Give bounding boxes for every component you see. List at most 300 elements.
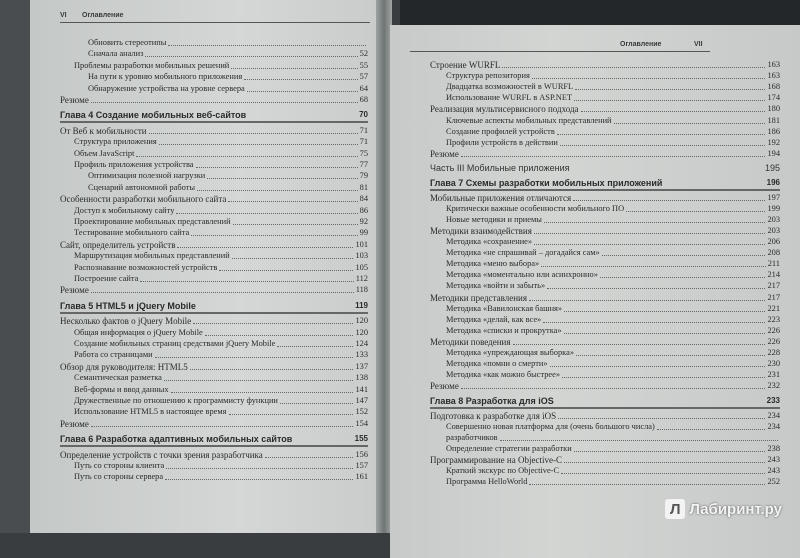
toc-entry-title: Определение устройств с точки зрения разработчика bbox=[60, 449, 263, 460]
left-header-rule bbox=[60, 22, 370, 23]
toc-chapter bbox=[430, 177, 780, 188]
toc-entry-page: 120 bbox=[355, 316, 368, 326]
toc-entry bbox=[430, 380, 780, 391]
toc-entry-page: 86 bbox=[359, 205, 368, 215]
left-page-header-title: Оглавление bbox=[82, 12, 124, 19]
toc-entry-page: 124 bbox=[355, 339, 368, 348]
toc-entry-page: 92 bbox=[359, 217, 368, 226]
toc-entry-page: 137 bbox=[355, 361, 368, 371]
dot-leader bbox=[165, 479, 353, 480]
dot-leader bbox=[561, 473, 765, 474]
toc-entry-title: Оптимизация полезной нагрузки bbox=[88, 171, 206, 181]
dot-leader bbox=[205, 335, 354, 336]
toc-entry-page: 234 bbox=[767, 410, 780, 420]
toc-entry bbox=[74, 327, 368, 338]
toc-entry-page: 105 bbox=[355, 262, 368, 272]
toc-entry bbox=[430, 292, 780, 303]
toc-entry-page: 228 bbox=[767, 348, 780, 357]
toc-entry-page: 180 bbox=[767, 104, 780, 114]
dot-leader bbox=[573, 200, 765, 201]
toc-entry bbox=[446, 476, 780, 487]
toc-entry bbox=[446, 443, 780, 454]
watermark-text: Лабиринт.ру bbox=[689, 500, 782, 518]
toc-entry bbox=[446, 269, 780, 280]
dot-leader bbox=[233, 224, 358, 225]
toc-entry-title: Методика «Вавилонская башня» bbox=[446, 303, 563, 313]
toc-entry-page: 52 bbox=[359, 49, 368, 59]
toc-entry-title: Обновить стереотипы bbox=[88, 38, 167, 47]
dot-leader bbox=[196, 167, 358, 168]
toc-entry-title: Глава 6 Разработка адаптивных мобильных сайтов bbox=[60, 434, 293, 445]
toc-entry-title: Обзор для руководителя: HTML5 bbox=[60, 361, 188, 372]
dot-leader bbox=[502, 67, 765, 68]
toc-entry-page: 81 bbox=[359, 182, 368, 192]
toc-entry-title: Проблемы разработки мобильных решений bbox=[74, 60, 230, 70]
toc-entry bbox=[446, 203, 780, 214]
toc-entry-page: 118 bbox=[355, 285, 368, 295]
dot-leader bbox=[513, 344, 766, 345]
dot-leader bbox=[562, 377, 765, 378]
dot-leader bbox=[247, 91, 358, 92]
dot-leader bbox=[232, 258, 354, 259]
toc-entry bbox=[60, 239, 368, 250]
dot-leader bbox=[560, 145, 766, 146]
toc-chapter bbox=[60, 109, 368, 120]
toc-entry bbox=[430, 192, 780, 203]
left-page bbox=[30, 0, 380, 533]
toc-entry bbox=[74, 273, 368, 284]
dot-leader bbox=[164, 380, 354, 381]
toc-chapter bbox=[430, 395, 780, 406]
toc-entry-page: 163 bbox=[767, 60, 780, 69]
dot-leader bbox=[191, 235, 357, 236]
toc-entry-title: Двадцатка возможностей в WURFL bbox=[446, 82, 574, 92]
toc-entry-page: 217 bbox=[767, 281, 780, 291]
toc-entry-page: 55 bbox=[359, 60, 368, 70]
toc-entry bbox=[60, 449, 368, 460]
dot-leader bbox=[564, 311, 765, 312]
toc-entry-title: Совершенно новая платформа для (очень большого числа) bbox=[446, 421, 655, 431]
right-page bbox=[390, 25, 800, 558]
toc-entry-title: Построение сайта bbox=[74, 274, 139, 283]
toc-entry bbox=[430, 410, 780, 421]
toc-entry bbox=[74, 227, 368, 238]
toc-entry bbox=[60, 315, 368, 326]
dot-leader bbox=[280, 403, 354, 404]
toc-entry bbox=[74, 471, 368, 482]
chapter-rule bbox=[60, 445, 368, 447]
toc-entry-title: Использование WURFL в ASP.NET bbox=[446, 93, 573, 103]
dot-leader bbox=[197, 190, 358, 191]
dot-leader bbox=[207, 178, 357, 179]
toc-entry-title: Методика «как можно быстрее» bbox=[446, 370, 561, 380]
toc-entry-title: Резюме bbox=[60, 285, 89, 296]
dot-leader bbox=[228, 201, 357, 202]
toc-entry-title: Создание профилей устройств bbox=[446, 126, 555, 136]
toc-entry-title: Распознавание возможностей устройств bbox=[74, 262, 218, 272]
toc-entry-title: Использование HTML5 в настоящее время bbox=[74, 407, 227, 417]
toc-entry-page: 157 bbox=[355, 461, 368, 470]
toc-entry-page: 221 bbox=[767, 303, 780, 313]
toc-entry-title: Маршрутизация мобильных представлений bbox=[74, 251, 230, 261]
toc-entry-title: На пути к уровню мобильного приложения bbox=[88, 72, 243, 82]
toc-entry-page: 133 bbox=[355, 350, 368, 360]
dot-leader bbox=[265, 457, 354, 458]
toc-entry bbox=[88, 71, 368, 82]
dot-leader bbox=[581, 111, 766, 112]
toc-entry-title: Резюме bbox=[60, 418, 89, 429]
dot-leader bbox=[155, 357, 354, 358]
toc-entry-title: Глава 4 Создание мобильных веб-сайтов bbox=[60, 110, 247, 121]
toc-entry-title: Методика «сохранение» bbox=[446, 237, 533, 246]
toc-entry-page: 203 bbox=[767, 214, 780, 224]
toc-entry-title: Методика «меню выбора» bbox=[446, 259, 540, 269]
toc-entry-page: 252 bbox=[767, 477, 780, 487]
toc-entry-page: 152 bbox=[355, 407, 368, 417]
dot-leader bbox=[219, 270, 353, 271]
toc-entry-title: Путь со стороны сервера bbox=[74, 472, 164, 482]
dot-leader bbox=[600, 277, 766, 278]
toc-entry bbox=[74, 136, 368, 147]
dot-leader bbox=[91, 292, 354, 293]
toc-entry-title: Резюме bbox=[430, 148, 459, 159]
toc-entry-page: 226 bbox=[767, 336, 780, 346]
toc-entry-title: Глава 8 Разработка для iOS bbox=[430, 395, 554, 406]
toc-entry-title: Определение стратегии разработки bbox=[446, 443, 572, 453]
toc-entry bbox=[446, 247, 780, 258]
dot-leader bbox=[140, 281, 353, 282]
dot-leader bbox=[244, 79, 357, 80]
toc-entry bbox=[430, 454, 780, 465]
toc-entry bbox=[88, 182, 368, 193]
toc-entry-page: 217 bbox=[767, 292, 780, 302]
dot-leader bbox=[534, 233, 766, 234]
toc-entry-title: Методика «делай, как все» bbox=[446, 314, 542, 324]
toc-entry bbox=[60, 125, 368, 136]
toc-entry-title: Методика «упреждающая выборка» bbox=[446, 348, 575, 357]
dot-leader bbox=[564, 462, 765, 463]
toc-entry bbox=[74, 159, 368, 170]
dot-leader bbox=[166, 468, 353, 469]
toc-entry-title: Резюме bbox=[430, 381, 459, 392]
dot-leader bbox=[171, 392, 354, 393]
toc-entry-title: Глава 7 Схемы разработки мобильных приложений bbox=[430, 178, 663, 188]
toc-entry bbox=[74, 262, 368, 273]
toc-entry bbox=[446, 236, 780, 247]
toc-entry-page: 71 bbox=[359, 125, 368, 135]
toc-entry bbox=[446, 280, 780, 291]
dot-leader bbox=[614, 123, 766, 124]
dot-leader bbox=[532, 78, 766, 79]
toc-entry bbox=[74, 250, 368, 261]
toc-entry-page: 138 bbox=[355, 373, 368, 383]
toc-entry-title: Работа со страницами bbox=[74, 350, 153, 360]
toc-entry-title: Структура приложения bbox=[74, 137, 157, 147]
toc-entry-page: 232 bbox=[767, 381, 780, 391]
toc-entry-title: Семантическая разметка bbox=[74, 373, 162, 383]
toc-entry-page: 68 bbox=[359, 95, 368, 104]
toc-entry-title: Методика «войти и забыть» bbox=[446, 281, 546, 291]
toc-entry-page: 75 bbox=[359, 148, 368, 158]
toc-chapter bbox=[60, 433, 368, 444]
dot-leader bbox=[229, 414, 354, 415]
labirint-logo-icon: Л bbox=[665, 499, 685, 519]
dot-leader bbox=[543, 322, 765, 323]
toc-entry bbox=[430, 59, 780, 70]
toc-entry-page: 231 bbox=[767, 370, 780, 380]
toc-entry bbox=[74, 338, 368, 349]
toc-entry-page: 243 bbox=[767, 466, 780, 475]
toc-entry-page: 120 bbox=[355, 327, 368, 337]
toc-entry bbox=[74, 395, 368, 406]
toc-entry-title: Профиль приложения устройства bbox=[74, 160, 194, 169]
toc-entry-page: 156 bbox=[355, 449, 368, 459]
toc-entry bbox=[446, 325, 780, 336]
toc-entry-page: 154 bbox=[355, 418, 368, 428]
dot-leader bbox=[277, 346, 353, 347]
toc-entry-title: Профили устройств в действии bbox=[446, 137, 558, 147]
toc-entry-title: Резюме bbox=[60, 95, 89, 105]
toc-entry-page: 168 bbox=[767, 82, 780, 92]
toc-entry bbox=[74, 384, 368, 395]
dot-leader bbox=[149, 133, 358, 134]
toc-entry bbox=[60, 361, 368, 372]
dot-leader bbox=[500, 440, 778, 441]
dot-leader bbox=[91, 426, 354, 427]
toc-entry-title: Создание мобильных страниц средствами jQuery Mobile bbox=[74, 339, 276, 348]
toc-entry bbox=[430, 103, 780, 114]
right-page-number: VII bbox=[694, 41, 703, 48]
toc-entry bbox=[446, 314, 780, 325]
toc-entry-title: Сначала анализ bbox=[88, 49, 144, 59]
dot-leader bbox=[461, 388, 766, 389]
toc-entry-page: 71 bbox=[359, 137, 368, 147]
dot-leader bbox=[136, 156, 357, 157]
toc-entry-page: 223 bbox=[767, 314, 780, 324]
dot-leader bbox=[602, 255, 766, 256]
toc-entry-page: 214 bbox=[767, 270, 780, 280]
dot-leader bbox=[177, 247, 353, 248]
toc-entry-page: 196 bbox=[766, 178, 780, 187]
toc-entry-page: 226 bbox=[767, 325, 780, 335]
toc-entry-page: 203 bbox=[767, 225, 780, 235]
toc-entry bbox=[446, 303, 780, 314]
toc-entry-title: Методики поведения bbox=[430, 336, 511, 347]
toc-entry-title: Методики представления bbox=[430, 292, 527, 303]
watermark bbox=[665, 499, 782, 519]
toc-entry-title: Проектирование мобильных представлений bbox=[74, 217, 231, 226]
toc-entry-title: Объем JavaScript bbox=[74, 148, 135, 158]
toc-entry-page: 181 bbox=[767, 115, 780, 125]
toc-entry-page: 163 bbox=[767, 71, 780, 81]
dot-leader bbox=[557, 134, 766, 135]
toc-entry-title: Методика «не спрашивай – догадайся сам» bbox=[446, 248, 600, 258]
toc-entry-page: 238 bbox=[767, 443, 780, 453]
dot-leader bbox=[657, 429, 766, 430]
toc-entry-page: 147 bbox=[355, 396, 368, 405]
toc-entry-title: Программирование на Objective-C bbox=[430, 454, 562, 465]
toc-entry bbox=[74, 148, 368, 159]
toc-entry-page: 64 bbox=[359, 83, 368, 93]
toc-entry-page: 161 bbox=[355, 472, 368, 482]
toc-entry-title: Методика «помни о смерти» bbox=[446, 359, 548, 369]
dot-leader bbox=[193, 323, 353, 324]
toc-entry-page: 192 bbox=[767, 137, 780, 147]
toc-entry-page: 195 bbox=[764, 163, 780, 174]
toc-entry bbox=[60, 94, 368, 105]
toc-entry bbox=[60, 193, 368, 204]
dot-leader bbox=[550, 366, 766, 367]
toc-entry bbox=[446, 358, 780, 369]
dot-leader bbox=[626, 211, 765, 212]
toc-entry bbox=[446, 81, 780, 92]
dot-leader bbox=[534, 244, 765, 245]
dot-leader bbox=[190, 369, 354, 370]
toc-entry-page: 103 bbox=[355, 251, 368, 261]
toc-entry-title: Критически важные особенности мобильного ПО bbox=[446, 203, 625, 213]
toc-entry-title: Методики взаимодействия bbox=[430, 225, 532, 236]
toc-entry bbox=[446, 421, 780, 432]
toc-entry bbox=[74, 216, 368, 227]
left-page-number: VI bbox=[60, 12, 67, 19]
toc-entry-title: Путь со стороны клиента bbox=[74, 461, 165, 470]
toc-entry-title: Ключевые аспекты мобильных представлений bbox=[446, 115, 612, 125]
chapter-rule bbox=[60, 312, 368, 314]
dot-leader bbox=[231, 68, 357, 69]
toc-entry bbox=[60, 284, 368, 295]
toc-entry bbox=[446, 115, 780, 126]
toc-entry bbox=[74, 60, 368, 71]
toc-entry bbox=[446, 347, 780, 358]
toc-entry-page: 186 bbox=[767, 126, 780, 136]
toc-entry-title: Тестирование мобильного сайта bbox=[74, 228, 190, 238]
toc-entry-page: 119 bbox=[355, 300, 368, 310]
toc-entry-page: 70 bbox=[359, 110, 368, 120]
dot-leader bbox=[574, 100, 765, 101]
toc-entry-title: Часть III Мобильные приложения bbox=[430, 163, 570, 174]
toc-entry-page: 99 bbox=[359, 228, 368, 238]
toc-entry-title: Дружественные по отношению к программисту функции bbox=[74, 396, 278, 405]
dot-leader bbox=[168, 45, 366, 46]
toc-entry bbox=[446, 92, 780, 103]
toc-entry bbox=[446, 432, 780, 443]
dot-leader bbox=[91, 102, 358, 103]
toc-entry-title: Краткий экскурс по Objective-C bbox=[446, 466, 560, 475]
dot-leader bbox=[529, 300, 765, 301]
toc-entry-page: 208 bbox=[767, 248, 780, 258]
toc-entry-page: 79 bbox=[359, 171, 368, 181]
toc-entry-title: Методика «моментально или асинхронно» bbox=[446, 270, 598, 280]
toc-entry bbox=[88, 37, 368, 48]
dot-leader bbox=[176, 213, 357, 214]
dot-leader bbox=[575, 89, 765, 90]
dot-leader bbox=[159, 144, 358, 145]
toc-entry-title: Доступ к мобильному сайту bbox=[74, 205, 175, 215]
toc-entry-title: Сайт, определитель устройств bbox=[60, 239, 176, 250]
dot-leader bbox=[564, 333, 766, 334]
toc-entry-page: 230 bbox=[767, 359, 780, 369]
toc-entry-title: Обнаружение устройства на уровне сервера bbox=[88, 83, 245, 93]
toc-entry-page: 206 bbox=[767, 237, 780, 246]
toc-entry-page: 174 bbox=[767, 93, 780, 103]
toc-entry-page: 141 bbox=[355, 384, 368, 394]
toc-entry bbox=[446, 137, 780, 148]
toc-entry-title: Реализация мультисервисного подхода bbox=[430, 104, 579, 115]
toc-entry bbox=[446, 465, 780, 476]
toc-entry-page: 112 bbox=[355, 274, 368, 283]
toc-entry-title: Структура репозитория bbox=[446, 71, 530, 81]
toc-entry bbox=[446, 126, 780, 137]
toc-entry bbox=[430, 148, 780, 159]
toc-entry-page: 243 bbox=[767, 454, 780, 464]
toc-entry-title: Общая информация о jQuery Mobile bbox=[74, 327, 203, 337]
toc-entry-page: 197 bbox=[767, 192, 780, 202]
toc-entry-title: От Веб к мобильности bbox=[60, 125, 147, 136]
toc-entry bbox=[60, 418, 368, 429]
toc-entry-page: 57 bbox=[359, 72, 368, 82]
toc-entry-title: Несколько фактов о jQuery Mobile bbox=[60, 316, 192, 327]
right-header-rule bbox=[410, 51, 710, 52]
toc-entry-page: 234 bbox=[767, 421, 780, 431]
toc-entry-page: 199 bbox=[767, 203, 780, 213]
dot-leader bbox=[574, 451, 766, 452]
toc-entry-page: 84 bbox=[359, 194, 368, 204]
toc-entry bbox=[430, 336, 780, 347]
toc-entry-page: 77 bbox=[359, 160, 368, 169]
dot-leader bbox=[541, 266, 766, 267]
toc-entry bbox=[446, 70, 780, 81]
dot-leader bbox=[544, 222, 766, 223]
toc-entry-title: разработчиков bbox=[446, 432, 498, 442]
toc-entry-title: Глава 5 HTML5 и jQuery Mobile bbox=[60, 300, 196, 311]
dot-leader bbox=[576, 355, 765, 356]
toc-entry bbox=[88, 48, 368, 59]
toc-entry-title: Программа HelloWorld bbox=[446, 477, 528, 487]
toc-entry-page: 211 bbox=[767, 259, 780, 269]
toc-entry bbox=[74, 406, 368, 417]
toc-entry-page: 233 bbox=[766, 395, 780, 405]
toc-entry bbox=[74, 460, 368, 471]
dot-leader bbox=[547, 288, 765, 289]
toc-part bbox=[430, 162, 780, 173]
toc-entry-title: Методика «списки и прокрутка» bbox=[446, 325, 562, 335]
toc-entry bbox=[74, 372, 368, 383]
toc-entry-page: 155 bbox=[354, 434, 368, 444]
toc-entry-title: Сценарий автономной работы bbox=[88, 182, 196, 192]
toc-entry bbox=[88, 83, 368, 94]
toc-entry bbox=[446, 214, 780, 225]
toc-entry-page: 101 bbox=[355, 239, 368, 249]
toc-entry-title: Веб-формы и ввод данных bbox=[74, 384, 169, 394]
chapter-rule bbox=[60, 121, 368, 123]
toc-entry bbox=[430, 225, 780, 236]
dot-leader bbox=[145, 56, 357, 57]
toc-entry bbox=[446, 369, 780, 380]
toc-entry-title: Строение WURFL bbox=[430, 60, 501, 70]
toc-entry bbox=[74, 205, 368, 216]
toc-entry-title: Мобильные приложения отличаются bbox=[430, 192, 572, 203]
toc-entry-page: 194 bbox=[767, 148, 780, 158]
dot-leader bbox=[461, 156, 766, 157]
toc-entry bbox=[74, 349, 368, 360]
dot-leader bbox=[529, 484, 765, 485]
toc-entry-title: Новые методики и приемы bbox=[446, 214, 542, 224]
toc-entry bbox=[88, 170, 368, 181]
toc-entry-title: Особенности разработки мобильного сайта bbox=[60, 194, 227, 205]
toc-entry-title: Подготовка к разработке для iOS bbox=[430, 410, 557, 421]
toc-entry bbox=[446, 258, 780, 269]
dot-leader bbox=[558, 418, 765, 419]
